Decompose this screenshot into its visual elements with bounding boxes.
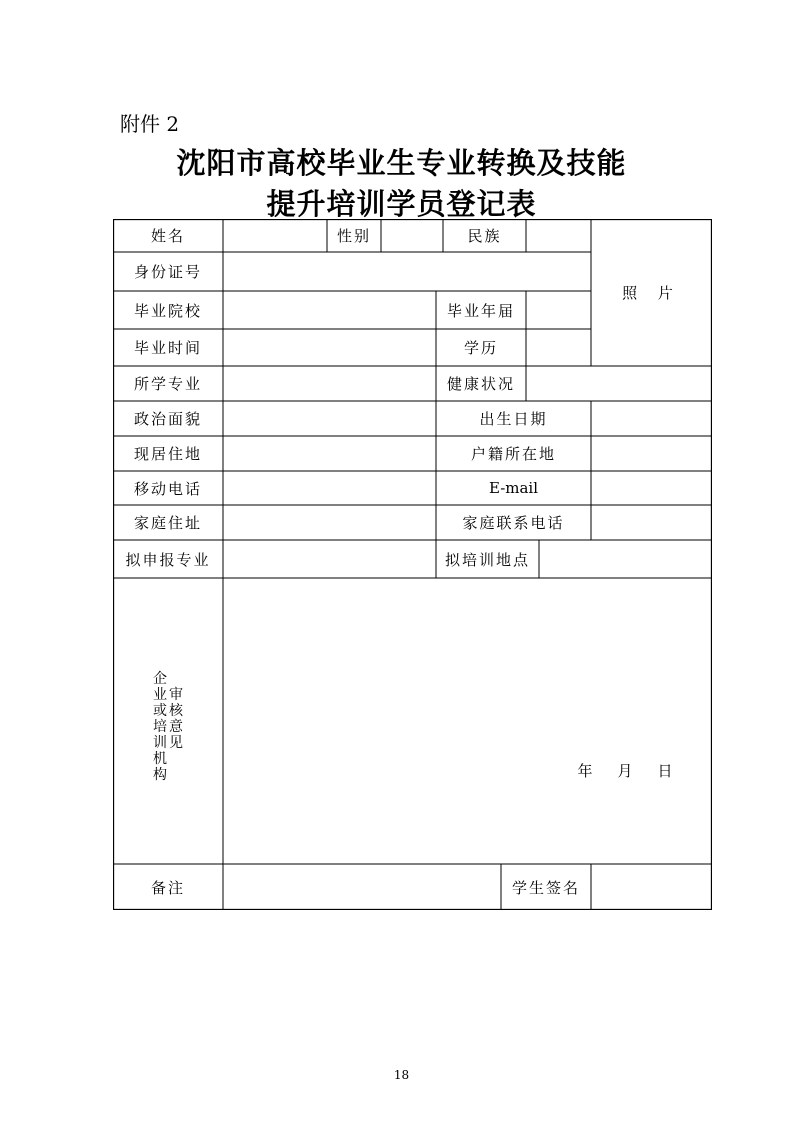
form-title-line2: 提升培训学员登记表 [266, 187, 537, 221]
review-label-char: 企 [153, 671, 167, 687]
home-phone-label: 家庭联系电话 [462, 514, 565, 532]
home-phone-field[interactable] [591, 505, 712, 540]
registration-form [113, 219, 712, 910]
review-opinion-label [153, 671, 183, 783]
residence-label: 现居住地 [133, 445, 202, 463]
hukou-label: 户籍所在地 [470, 445, 556, 463]
major-label: 所学专业 [133, 375, 202, 393]
politics-label: 政治面貌 [133, 410, 202, 428]
form-title-line1: 沈阳市高校毕业生专业转换及技能 [176, 146, 627, 180]
mobile-label: 移动电话 [133, 479, 202, 498]
education-field[interactable] [526, 329, 591, 366]
name-label: 姓名 [150, 227, 185, 245]
gender-field[interactable] [381, 219, 443, 252]
review-opinion-field[interactable] [223, 578, 712, 864]
review-label-col2 [169, 671, 183, 751]
major-field[interactable] [223, 366, 436, 401]
gender-label: 性别 [336, 227, 371, 245]
train-site-label: 拟培训地点 [444, 550, 530, 569]
review-label-char: 业 [153, 687, 167, 703]
home-address-label: 家庭住址 [133, 514, 202, 532]
health-label: 健康状况 [446, 375, 515, 393]
remarks-field[interactable] [223, 864, 501, 910]
hukou-field[interactable] [591, 436, 712, 471]
review-label-char: 意 [169, 719, 183, 735]
email-field[interactable] [591, 471, 712, 505]
student-signature-label: 学生签名 [511, 878, 580, 897]
review-label-char: 构 [153, 767, 167, 783]
school-field[interactable] [223, 291, 436, 329]
health-field[interactable] [526, 366, 712, 401]
date-day-label: 日 [657, 761, 675, 780]
name-field[interactable] [223, 219, 327, 252]
review-label-char: 审 [169, 687, 183, 703]
education-label: 学历 [463, 339, 498, 357]
review-label-char: 训 [153, 735, 167, 751]
grad-time-field[interactable] [223, 329, 436, 366]
review-label-col1 [153, 671, 167, 783]
apply-major-field[interactable] [223, 540, 436, 578]
politics-field[interactable] [223, 401, 436, 436]
grad-year-field[interactable] [526, 291, 591, 329]
review-label-char: 培 [153, 719, 167, 735]
birth-date-field[interactable] [591, 401, 712, 436]
residence-field[interactable] [223, 436, 436, 471]
ethnicity-field[interactable] [526, 219, 591, 252]
review-label-char: 见 [169, 735, 183, 751]
attachment-label: 附件 2 [120, 112, 180, 136]
date-year-label: 年 [577, 761, 595, 780]
student-signature-field[interactable] [591, 864, 712, 910]
photo-box[interactable]: 照 片 [622, 284, 681, 302]
ethnicity-label: 民族 [467, 227, 502, 245]
review-label-char: 核 [169, 703, 183, 719]
review-label-char: 机 [153, 751, 167, 767]
school-label: 毕业院校 [133, 301, 202, 320]
remarks-label: 备注 [150, 878, 185, 897]
grad-time-label: 毕业时间 [133, 339, 202, 357]
id-number-label: 身份证号 [133, 263, 202, 281]
train-site-field[interactable] [539, 540, 712, 578]
page-number: 18 [393, 1068, 410, 1082]
home-address-field[interactable] [223, 505, 436, 540]
birth-date-label: 出生日期 [479, 410, 548, 428]
review-label-char: 或 [153, 703, 167, 719]
date-month-label: 月 [617, 761, 635, 780]
id-number-field[interactable] [223, 252, 591, 291]
mobile-field[interactable] [223, 471, 436, 505]
apply-major-label: 拟申报专业 [125, 550, 211, 569]
grad-year-label: 毕业年届 [446, 301, 515, 320]
email-label: E-mail [488, 479, 539, 497]
